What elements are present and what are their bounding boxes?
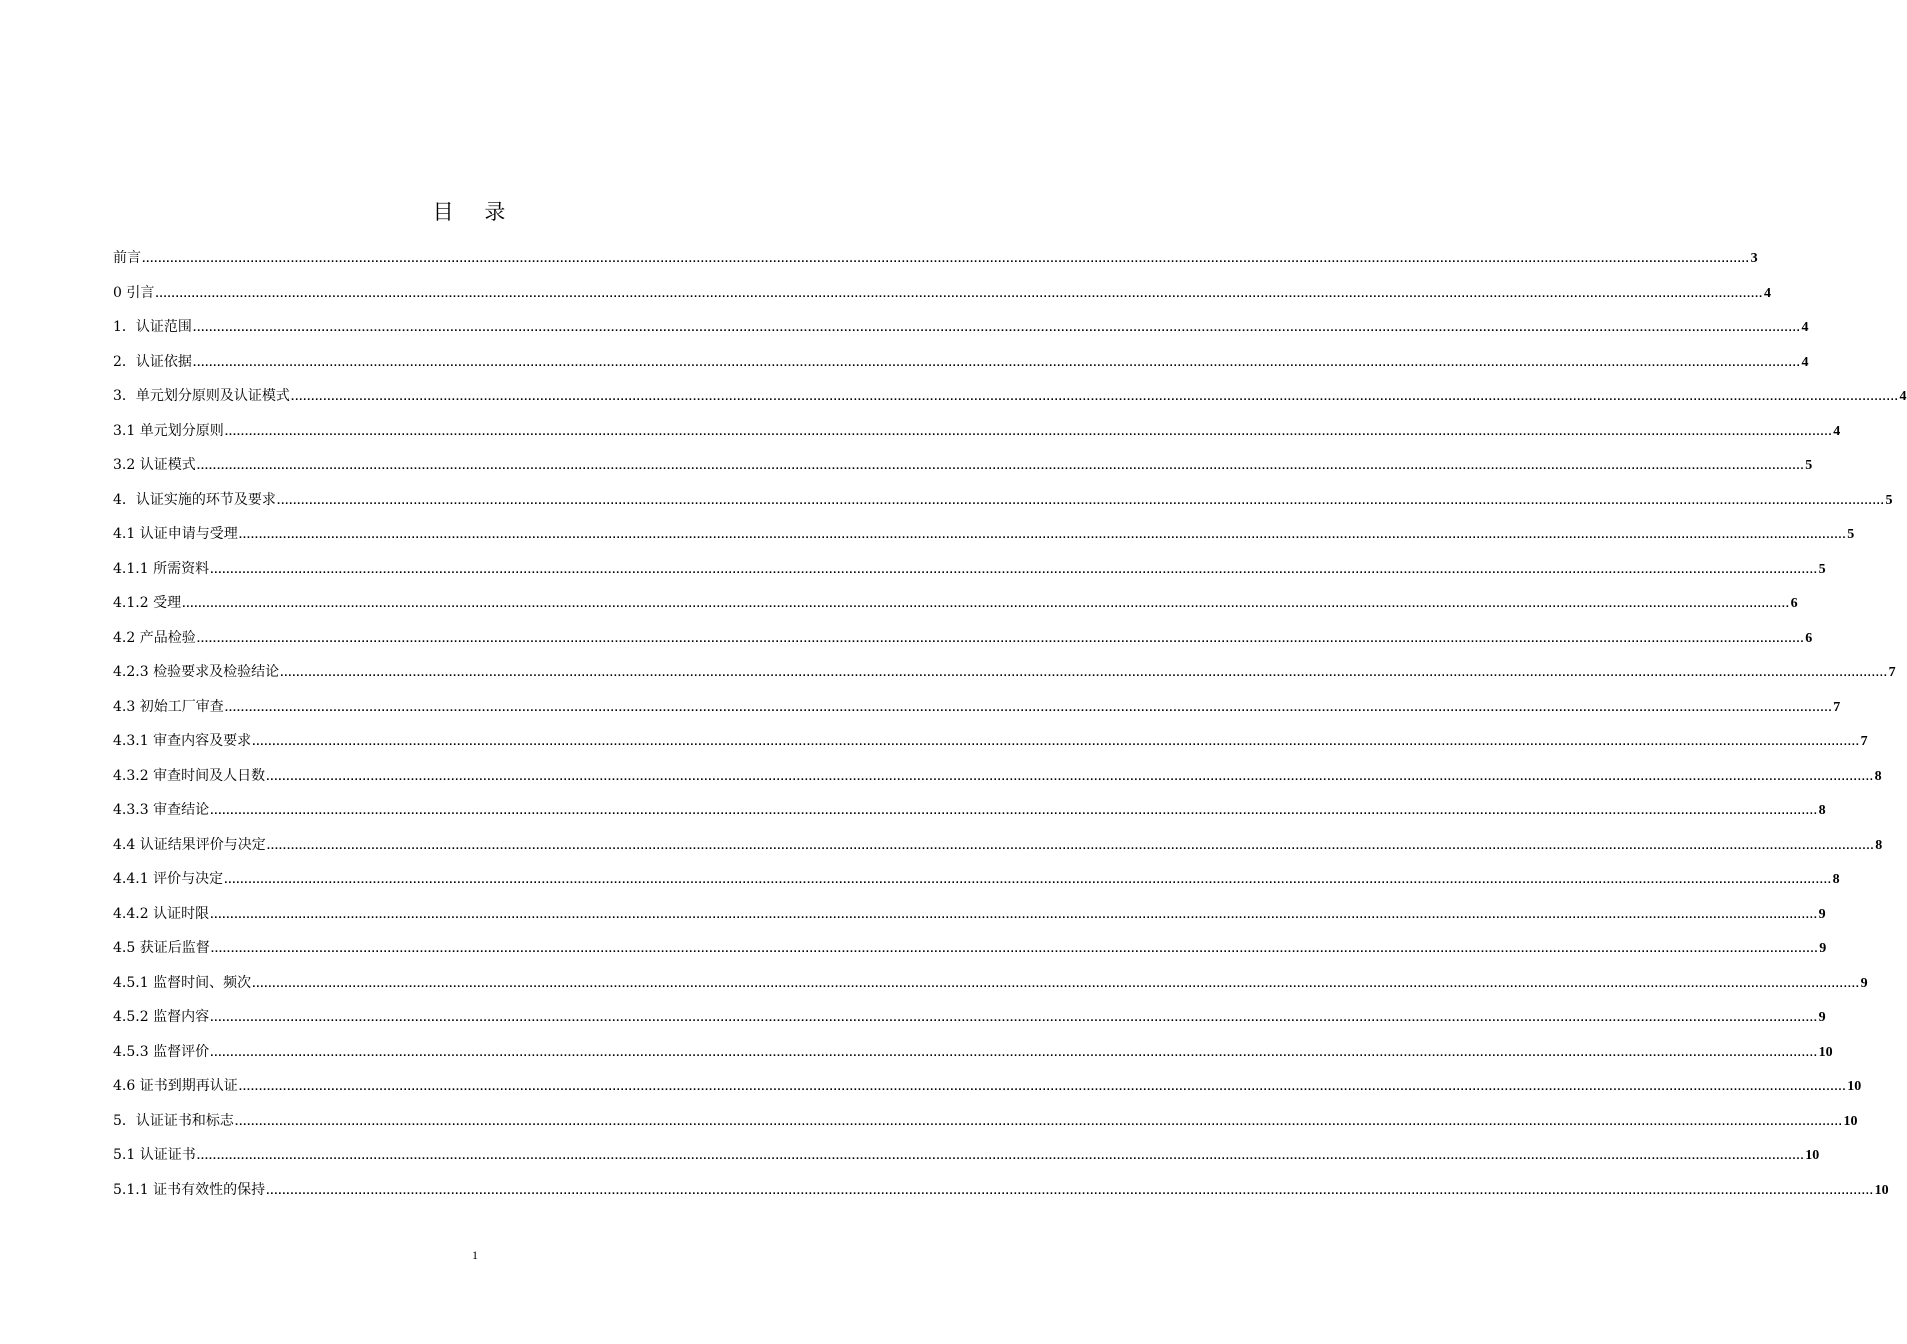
toc-entry-page: 7 [1860,734,1868,749]
toc-leader-dots: ................................................................................................................................................................................................................................................................................................................................................................................................................ [266,772,1874,783]
toc-entry-page: 8 [1875,837,1883,853]
toc-entry-label: 4.2 产品检验 [113,629,196,646]
toc-entry-label: 4.1.1 所需资料 [113,560,210,577]
toc-entry[interactable] [113,764,1882,799]
toc-entry[interactable] [113,350,1809,385]
toc-title: 目 录 [432,200,518,224]
toc-entry[interactable] [113,971,1868,1006]
toc-entry[interactable] [113,660,1896,695]
toc-entry-label: 4.5.2 监督内容 [113,1009,210,1025]
toc-entry-page: 9 [1819,941,1827,956]
toc-entry-page: 9 [1818,906,1826,922]
toc-leader-dots: ................................................................................................................................................................................................................................................................................................................................................................................................................ [252,738,1860,748]
toc-entry[interactable] [113,902,1826,937]
toc-entry-page: 10 [1805,1148,1820,1163]
toc-leader-dots: ................................................................................................................................................................................................................................................................................................................................................................................................................ [224,876,1832,886]
toc-leader-dots: ................................................................................................................................................................................................................................................................................................................................................................................................................ [210,807,1818,817]
toc-entry[interactable] [113,246,1758,281]
toc-entry-page: 5 [1847,527,1855,542]
toc-entry[interactable] [113,936,1827,971]
toc-entry-page: 10 [1843,1113,1858,1129]
toc-entry-page: 9 [1860,975,1868,991]
toc-leader-dots: ................................................................................................................................................................................................................................................................................................................................................................................................................ [210,565,1818,576]
toc-entry-label: 4.3.3 审查结论 [113,802,210,818]
toc-leader-dots: ................................................................................................................................................................................................................................................................................................................................................................................................................ [266,841,1875,852]
toc-leader-dots: ................................................................................................................................................................................................................................................................................................................................................................................................................ [142,255,1750,265]
toc-entry[interactable] [113,522,1855,557]
toc-entry-label: 4.6 证书到期再认证 [113,1078,238,1094]
toc-entry[interactable] [113,1109,1858,1144]
toc-entry-label: 5．认证证书和标志 [113,1112,234,1129]
toc-leader-dots: ................................................................................................................................................................................................................................................................................................................................................................................................................ [210,945,1819,955]
toc-entry[interactable] [113,453,1813,488]
toc-leader-dots: ................................................................................................................................................................................................................................................................................................................................................................................................................ [155,289,1763,300]
toc-entry-label: 1．认证范围 [113,319,192,335]
toc-entry-label: 4.5.1 监督时间、频次 [113,974,252,991]
toc-leader-dots: ................................................................................................................................................................................................................................................................................................................................................................................................................ [276,496,1885,507]
toc-entry-page: 3 [1750,251,1758,266]
toc-entry-page: 7 [1888,665,1896,680]
toc-leader-dots: ................................................................................................................................................................................................................................................................................................................................................................................................................ [266,1186,1874,1197]
toc-entry-label: 5.1.1 证书有效性的保持 [113,1181,266,1198]
toc-entry[interactable] [113,695,1841,730]
toc-leader-dots: ................................................................................................................................................................................................................................................................................................................................................................................................................ [238,531,1847,541]
toc-entry[interactable] [113,591,1798,626]
toc-entry-label: 5.1 认证证书 [113,1147,196,1163]
toc-entry-page: 9 [1818,1010,1826,1025]
toc-entry-label: 4.2.3 检验要求及检验结论 [113,664,280,680]
toc-entry-label: 4．认证实施的环节及要求 [113,491,276,508]
toc-leader-dots: ................................................................................................................................................................................................................................................................................................................................................................................................................ [192,324,1801,334]
toc-entry-page: 4 [1801,320,1809,335]
toc-entry-label: 4.4.2 认证时限 [113,905,210,922]
toc-entry-page: 10 [1874,1182,1889,1198]
toc-entry[interactable] [113,488,1893,523]
toc-entry-label: 3.2 认证模式 [113,457,196,473]
toc-entry-page: 6 [1805,630,1813,646]
toc-entry[interactable] [113,281,1771,316]
toc-entry[interactable] [113,1074,1862,1109]
toc-entry[interactable] [113,867,1840,902]
toc-leader-dots: ................................................................................................................................................................................................................................................................................................................................................................................................................ [182,600,1790,610]
toc-entry-label: 4.1 认证申请与受理 [113,526,238,542]
toc-entry-label: 0 引言 [113,284,155,301]
toc-entry[interactable] [113,419,1841,454]
toc-leader-dots: ................................................................................................................................................................................................................................................................................................................................................................................................................ [196,1152,1805,1162]
toc-entry-label: 4.3.2 审查时间及人日数 [113,767,266,784]
toc-entry[interactable] [113,1143,1820,1178]
toc-entry[interactable] [113,1178,1889,1213]
toc-leader-dots: ................................................................................................................................................................................................................................................................................................................................................................................................................ [224,703,1833,714]
toc-entry-page: 8 [1832,872,1840,887]
toc-entry-page: 4 [1833,423,1841,439]
toc-entry-page: 10 [1818,1044,1833,1060]
toc-entry[interactable] [113,729,1868,764]
toc-leader-dots: ................................................................................................................................................................................................................................................................................................................................................................................................................ [192,358,1801,369]
toc-entry-page: 5 [1885,492,1893,508]
toc-entry[interactable] [113,1040,1833,1075]
toc-entry-label: 2．认证依据 [113,353,192,370]
toc-entry-page: 8 [1874,768,1882,784]
toc-entry-label: 4.3 初始工厂审查 [113,698,224,715]
toc-entry-page: 8 [1818,803,1826,818]
toc-leader-dots: ................................................................................................................................................................................................................................................................................................................................................................................................................ [238,1083,1847,1093]
toc-entry-page: 5 [1818,561,1826,577]
toc-leader-dots: ................................................................................................................................................................................................................................................................................................................................................................................................................ [252,979,1860,990]
toc-leader-dots: ................................................................................................................................................................................................................................................................................................................................................................................................................ [196,462,1805,472]
toc-entry-label: 3.1 单元划分原则 [113,422,224,439]
toc-entry-label: 4.3.1 审查内容及要求 [113,733,252,749]
toc-leader-dots: ................................................................................................................................................................................................................................................................................................................................................................................................................ [210,910,1818,921]
toc-leader-dots: ................................................................................................................................................................................................................................................................................................................................................................................................................ [290,393,1899,403]
toc-leader-dots: ................................................................................................................................................................................................................................................................................................................................................................................................................ [234,1117,1843,1128]
toc-entry-label: 4.4.1 评价与决定 [113,871,224,887]
toc-entry-label: 4.5.3 监督评价 [113,1043,210,1060]
toc-entry-label: 前言 [113,250,141,266]
toc-entry-page: 4 [1899,389,1907,404]
toc-entry-page: 10 [1847,1079,1862,1094]
toc-entry[interactable] [113,1005,1826,1040]
toc-entry-label: 4.5 获证后监督 [113,940,210,956]
toc-entry-label: 3．单元划分原则及认证模式 [113,388,290,404]
toc-entry[interactable] [113,557,1826,592]
toc-entry-page: 4 [1763,285,1771,301]
toc-leader-dots: ................................................................................................................................................................................................................................................................................................................................................................................................................ [224,427,1833,438]
toc-entry-label: 4.4 认证结果评价与决定 [113,836,266,853]
toc-entry[interactable] [113,384,1907,419]
toc-entry-page: 6 [1790,596,1798,611]
toc-entry[interactable] [113,833,1883,868]
toc-leader-dots: ................................................................................................................................................................................................................................................................................................................................................................................................................ [210,1048,1818,1059]
toc-leader-dots: ................................................................................................................................................................................................................................................................................................................................................................................................................ [280,669,1888,679]
toc-leader-dots: ................................................................................................................................................................................................................................................................................................................................................................................................................ [196,634,1805,645]
toc-entry[interactable] [113,315,1809,350]
toc-leader-dots: ................................................................................................................................................................................................................................................................................................................................................................................................................ [210,1014,1818,1024]
page-number: 1 [472,1248,478,1262]
toc-entry[interactable] [113,798,1826,833]
toc-entry-page: 4 [1801,354,1809,370]
table-of-contents [113,246,1907,1212]
toc-entry[interactable] [113,626,1813,661]
toc-entry-page: 5 [1805,458,1813,473]
toc-entry-label: 4.1.2 受理 [113,595,182,611]
toc-entry-page: 7 [1833,699,1841,715]
